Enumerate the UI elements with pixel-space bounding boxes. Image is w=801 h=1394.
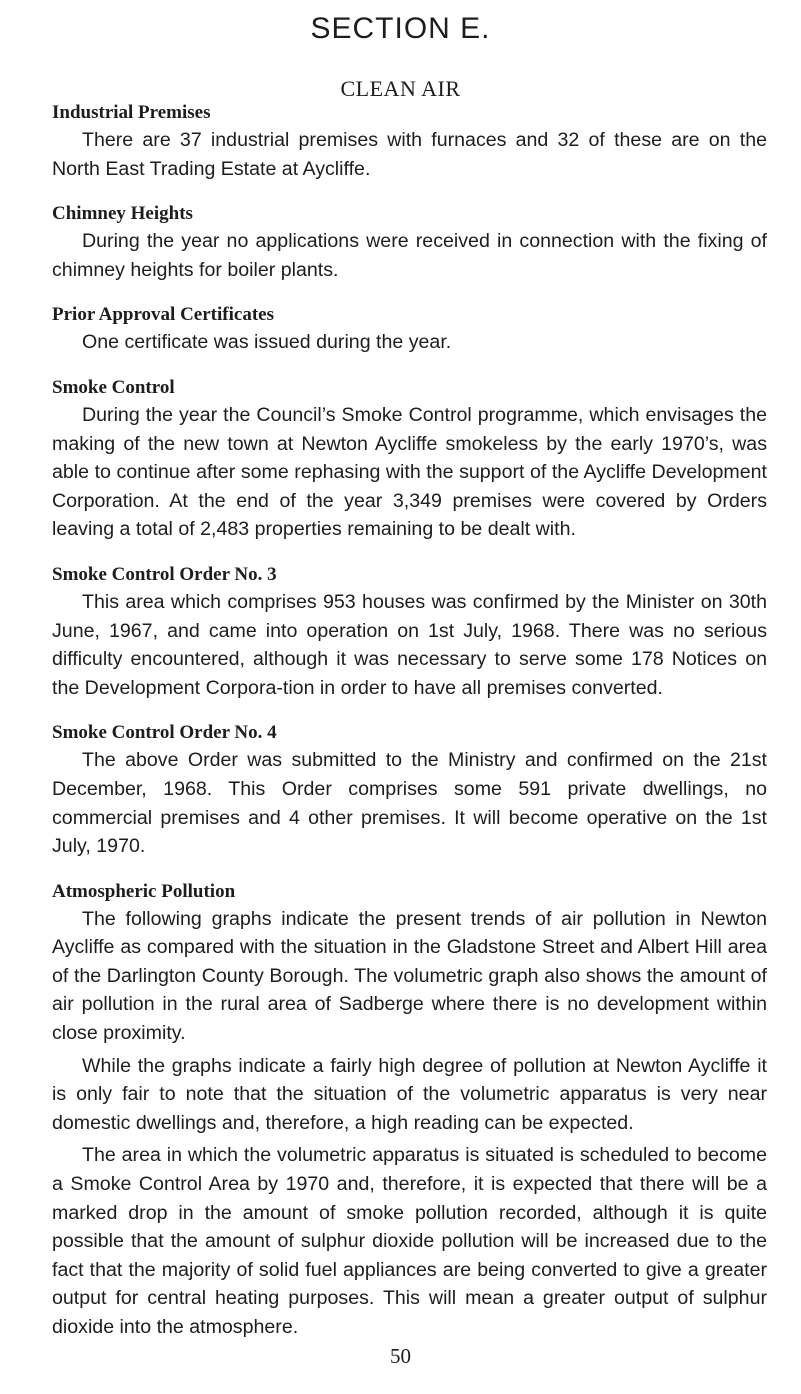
section-smoke-control (52, 375, 767, 544)
section-heading: Smoke Control Order No. 3 (52, 563, 277, 585)
section-heading: Smoke Control (52, 376, 175, 398)
page-heading: CLEAN AIR (340, 76, 461, 101)
section-atmospheric-pollution (52, 879, 767, 1342)
section-smoke-control-order-3 (52, 562, 767, 702)
section-chimney-heights (52, 201, 767, 284)
paragraph: One certificate was issued during the year. (82, 331, 452, 354)
section-heading: Prior Approval Certificates (52, 304, 274, 326)
section-industrial-premises (52, 100, 767, 183)
section-heading: Chimney Heights (52, 203, 193, 225)
section-prior-approval-certificates (52, 302, 767, 357)
paragraph: The following graphs indicate the present trends of air pollution in Newton Aycliffe as compared with the situation in the Gladstone Street and Albert Hill area of the Darlington County Borough. The volumetric graph also shows the amount of air pollution in the rural area of Sadberge where there is no development within close proximity. (52, 907, 767, 1045)
paragraph: During the year the Council’s Smoke Control programme, which envisages the making of the new town at Newton Aycliffe smokeless by the early 1970’s, was able to continue after some rephasing with the support of the Aycliffe Development Corporation. At the end of the year 3,349 premises were covered by Orders leaving a total of 2,483 properties remaining to be dealt with. (52, 403, 767, 541)
paragraph: This area which comprises 953 houses was confirmed by the Minister on 30th June, 1967, and came into operation on 1st July, 1968. There was no serious difficulty encountered, although it was necessary to serve some 178 Notices on the Development Corpora-tion in order to have all premises converted. (52, 590, 767, 699)
section-heading: Industrial Premises (52, 102, 211, 123)
section-title: SECTION E. (310, 12, 491, 45)
paragraph: While the graphs indicate a fairly high degree of pollution at Newton Aycliffe it is only fair to note that the situation of the volumetric apparatus is very near domestic dwellings and, therefore, a high reading can be expected. (52, 1054, 767, 1134)
paragraph: There are 37 industrial premises with furnaces and 32 of these are on the North East Trading Estate at Aycliffe. (52, 129, 767, 180)
paragraph: The area in which the volumetric apparatus is situated is scheduled to become a Smoke Control Area by 1970 and, therefore, it is expected that there will be a marked drop in the amount of smoke pollution recorded, although it is quite possible that the amount of sulphur dioxide pollution will be increased due to the fact that the majority of solid fuel appliances are being converted to give a greater output for central heating purposes. This will mean a greater output of sulphur dioxide into the atmosphere. (52, 1144, 767, 1338)
section-smoke-control-order-4 (52, 720, 767, 860)
page-number: 50 (390, 1344, 411, 1368)
paragraph: During the year no applications were received in connection with the fixing of chimney heights for boiler plants. (52, 230, 767, 281)
document-body (52, 100, 767, 1360)
section-heading: Smoke Control Order No. 4 (52, 722, 277, 744)
section-heading: Atmospheric Pollution (52, 880, 236, 902)
paragraph: The above Order was submitted to the Ministry and confirmed on the 21st December, 1968. This Order comprises some 591 private dwellings, no commercial premises and 4 other premises. It will become operative on the 1st July, 1970. (52, 749, 767, 858)
